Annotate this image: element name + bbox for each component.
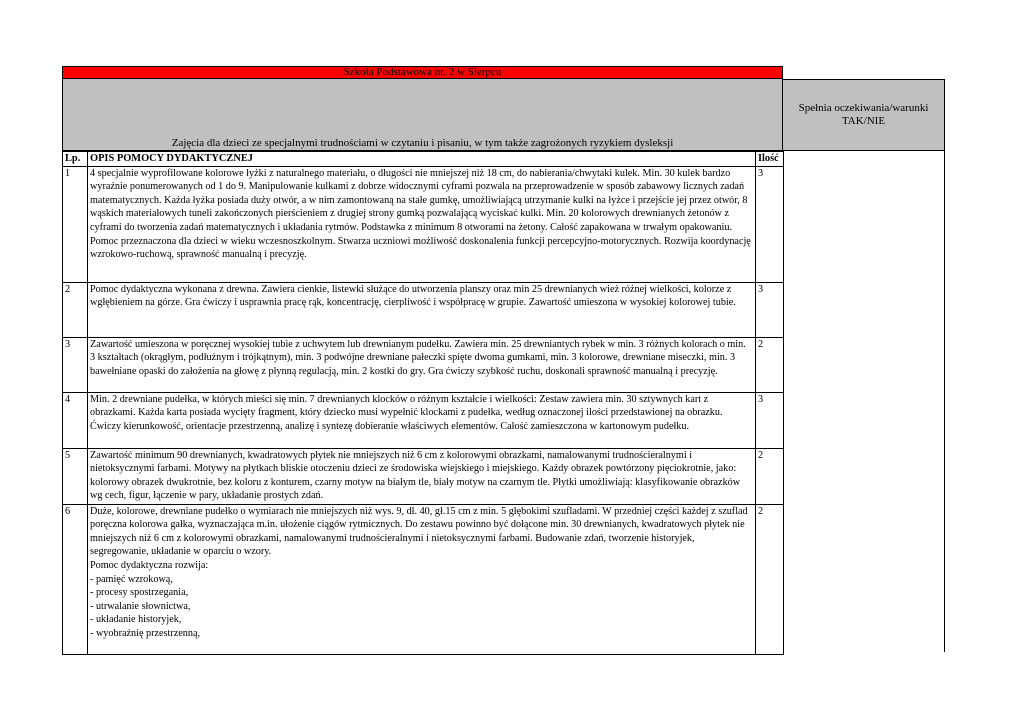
criteria-header xyxy=(783,79,945,151)
course-subtitle: Zajęcia dla dzieci ze specjalnymi trudnościami w czytaniu i pisaniu, w tym także zagrożonych ryzykiem dysleksji xyxy=(171,137,674,149)
table-row xyxy=(63,337,784,392)
col-header-opis: OPIS POMOCY DYDAKTYCZNEJ xyxy=(88,152,756,167)
table-row xyxy=(63,392,784,448)
row-quantity: 2 xyxy=(756,448,784,504)
aids-table xyxy=(62,151,784,655)
row-number: 2 xyxy=(63,282,88,337)
row-description: 4 specjalnie wyprofilowane kolorowe łyżki z naturalnego materiału, o długości nie mniejszej niż 18 cm, do nabierania/chwytaki kulek. Min. 30 kulek bardzo wyraźnie ponumerowanych od 1 do 9. Manipulowanie kulkami z dobrze widocznymi cyframi pozwala na przeprowadzenie w sposób zabawowy licznych zadań matematycznych. Każda łyżka posiada duży otwór, a w nim zamontowaną na stałe gumkę, umożliwiającą utrzymanie kulki na łyżce i przejście jej przez otwór, 8 wąskich materiałowych tuneli zakończonych pierścieniem z drugiej strony gumką pozwalającą wyciskać kulki. Min. 20 kolorowych drewnianych żetonów z cyframi do tworzenia zadań matematycznych i układania rytmów. Podstawka z minimum 8 otworami na żetony. Całość zapakowana w trwałym opakowaniu. Pomoc przeznaczona dla dzieci w wieku wczesnoszkolnym. Stwarza uczniowi możliwość doskonalenia funkcji percepcyjno-motorycznych. Rozwija koordynację wzrokowo-ruchową, sprawność manualną i precyzję. xyxy=(88,166,756,282)
criteria-column-border xyxy=(944,151,945,652)
table-row xyxy=(63,448,784,504)
row-number: 3 xyxy=(63,337,88,392)
row-description: Zawartość minimum 90 drewnianych, kwadratowych płytek nie mniejszych niż 6 cm z kolorowymi obrazkami, namalowanymi trudnościeralnymi i nietoksycznymi farbami. Motywy na płytkach bliskie otoczeniu dzieci ze środowiska wiejskiego i miejskiego. Każdy obrazek powtórzony pięciokrotnie, jako: kolorowy obrazek dwukrotnie, bez koloru z konturem, czarny motyw na białym tle, biały motyw na czarnym tle. Płytki umożliwiają: klasyfikowanie obrazków wg cech, figur, łączenie w pary, układanie prostych zdań. xyxy=(88,448,756,504)
table-row xyxy=(63,282,784,337)
row-number: 1 xyxy=(63,166,88,282)
table-row xyxy=(63,166,784,282)
header-band xyxy=(62,79,783,151)
row-quantity: 2 xyxy=(756,337,784,392)
row-number: 5 xyxy=(63,448,88,504)
table-row xyxy=(63,504,784,654)
row-quantity: 3 xyxy=(756,392,784,448)
table-header-row xyxy=(63,152,784,167)
row-description: Pomoc dydaktyczna wykonana z drewna. Zawiera cienkie, listewki służące do utworzenia planszy oraz min 25 drewnianych wież różnej wielkości, kolorze z wgłębieniem na górze. Gra ćwiczy i usprawnia pracę rąk, koncentrację, cierpliwość i współpracę w grupie. Zawartość umieszona w wysokiej kolorowej tubie. xyxy=(88,282,756,337)
row-number: 4 xyxy=(63,392,88,448)
col-header-lp: Lp. xyxy=(63,152,88,167)
row-quantity: 3 xyxy=(756,166,784,282)
row-description: Zawartość umieszona w poręcznej wysokiej tubie z uchwytem lub drewnianym pudełku. Zawiera min. 25 drewniantych rybek w min. 3 różnych kolorach o min. 3 kształtach (okrągłym, podłużnym i trójkątnym), min. 3 podwójne drewniane pałeczki spięte dwoma gumkami, min. 3 kolorowe, drewniane miseczki, min. 3 bawełniane opaski do założenia na głowę z płynną regulacją, min. 2 kostki do gry. Gra ćwiczy szybkość ruchu, doskonali sprawność manualną i precyzję. xyxy=(88,337,756,392)
school-title: Szkoła Podstawowa nr. 2 w Sierpcu xyxy=(62,66,783,79)
row-quantity: 2 xyxy=(756,504,784,654)
row-description: Duże, kolorowe, drewniane pudełko o wymiarach nie mniejszych niż wys. 9, dł. 40, gł.15 cm z min. 5 głębokimi szufladami. W przedniej części każdej z szuflad poręczna kolorowa gałka, wyznaczająca m.in. ułożenie ciągów rytmicznych. Do zestawu powinno być dołącone min. 30 drewnianych, kwadratowych płytek nie mniejszych niż 6 cm z kolorowymi obrazkami, namalowanymi trudnościeralnymi i nietoksycznymi farbami. Budowanie zdań, tworzenie historyjek, segregowanie, układanie w oparciu o wzory. Pomoc dydaktyczna rozwija: - pamięć wzrokową, - procesy spostrzegania, - utrwalanie słownictwa, - układanie historyjek, - wyobraźnię przestrzenną, xyxy=(88,504,756,654)
criteria-label: Spełnia oczekiwania/warunki xyxy=(798,102,929,114)
criteria-options: TAK/NIE xyxy=(841,115,886,127)
row-number: 6 xyxy=(63,504,88,654)
row-description: Min. 2 drewniane pudełka, w których mieści się min. 7 drewnianych klocków o różnym kształcie i wielkości: Zestaw zawiera min. 30 sztywnych kart z obrazkami. Każda karta posiada wycięty fragment, który dziecko musi wypełnić klockami z pudełka, według oznaczonej ilości przedstawionej na obrazku. Ćwiczy kierunkowość, orientacje przestrzenną, analizę i syntezę dobieranie właściwych elementów. Całość zamieszczona w kartonowym pudełku. xyxy=(88,392,756,448)
col-header-ilosc: Ilość xyxy=(756,152,784,167)
row-quantity: 3 xyxy=(756,282,784,337)
